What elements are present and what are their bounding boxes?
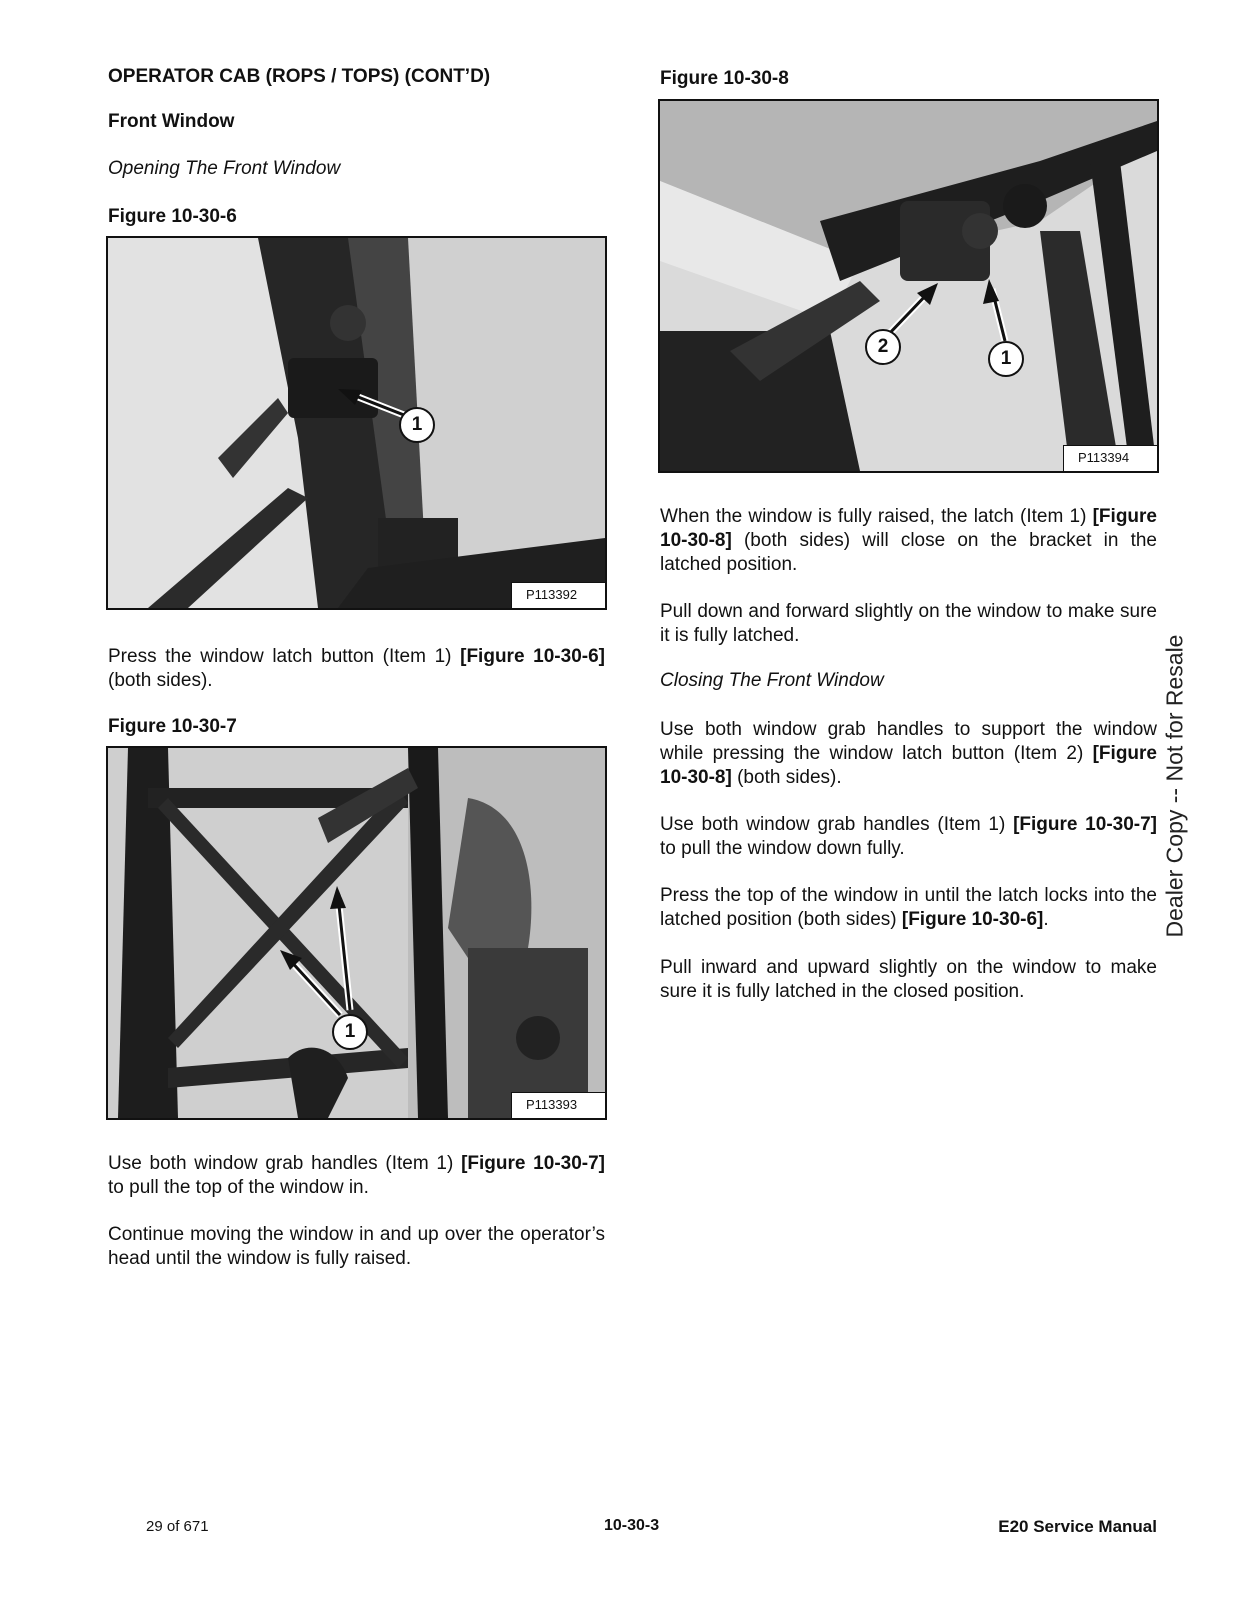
figure-6-callout-1: 1 bbox=[399, 407, 435, 443]
subsection-title: Front Window bbox=[108, 111, 235, 132]
figure-7-photo-id: P113393 bbox=[511, 1092, 607, 1120]
right-paragraph-3: Use both window grab handles to support the window while pressing the window latch button (Item 2) [Figure 10-30-8] (both sides). bbox=[660, 719, 1157, 788]
figure-7-title: Figure 10-30-7 bbox=[108, 716, 237, 737]
footer-manual-title: E20 Service Manual bbox=[998, 1517, 1157, 1536]
dealer-copy-watermark: Dealer Copy -- Not for Resale bbox=[1161, 634, 1188, 938]
figure-6-photo-id: P113392 bbox=[511, 582, 607, 610]
figure-7-callout-1: 1 bbox=[332, 1014, 368, 1050]
footer-page-number: 10-30-3 bbox=[604, 1517, 660, 1534]
left-paragraph-1: Press the window latch button (Item 1) [Figure 10-30-6] (both sides). bbox=[108, 646, 605, 691]
figure-8-callout-2: 2 bbox=[865, 329, 901, 365]
figure-7-photo bbox=[106, 746, 607, 1120]
figure-8-title: Figure 10-30-8 bbox=[660, 68, 789, 89]
left-paragraph-3: Continue moving the window in and up over the operator’s head until the window is fully raised. bbox=[108, 1224, 605, 1269]
left-paragraph-2: Use both window grab handles (Item 1) [Figure 10-30-7] to pull the top of the window in. bbox=[108, 1153, 606, 1198]
right-paragraph-4: Use both window grab handles (Item 1) [Figure 10-30-7] to pull the window down fully. bbox=[660, 814, 1158, 859]
figure-8-photo bbox=[658, 99, 1159, 473]
right-paragraph-5: Press the top of the window in until the latch locks into the latched position (both sides) [Figure 10-30-6]. bbox=[660, 885, 1157, 930]
figure-6-photo bbox=[106, 236, 607, 610]
procedure-heading-open: Opening The Front Window bbox=[108, 158, 341, 179]
figure-8-photo-id: P113394 bbox=[1063, 445, 1159, 473]
figure-8-callout-1: 1 bbox=[988, 341, 1024, 377]
section-title: OPERATOR CAB (ROPS / TOPS) (CONT’D) bbox=[108, 66, 491, 87]
right-paragraph-6: Pull inward and upward slightly on the window to make sure it is fully latched in the closed position. bbox=[660, 957, 1157, 1002]
footer-page-count: 29 of 671 bbox=[146, 1518, 209, 1535]
procedure-heading-close: Closing The Front Window bbox=[660, 670, 884, 691]
right-paragraph-1: When the window is fully raised, the latch (Item 1) [Figure 10-30-8] (both sides) will close on the bracket in the latched position. bbox=[660, 506, 1157, 575]
right-paragraph-2: Pull down and forward slightly on the window to make sure it is fully latched. bbox=[660, 601, 1157, 646]
figure-6-title: Figure 10-30-6 bbox=[108, 206, 237, 227]
